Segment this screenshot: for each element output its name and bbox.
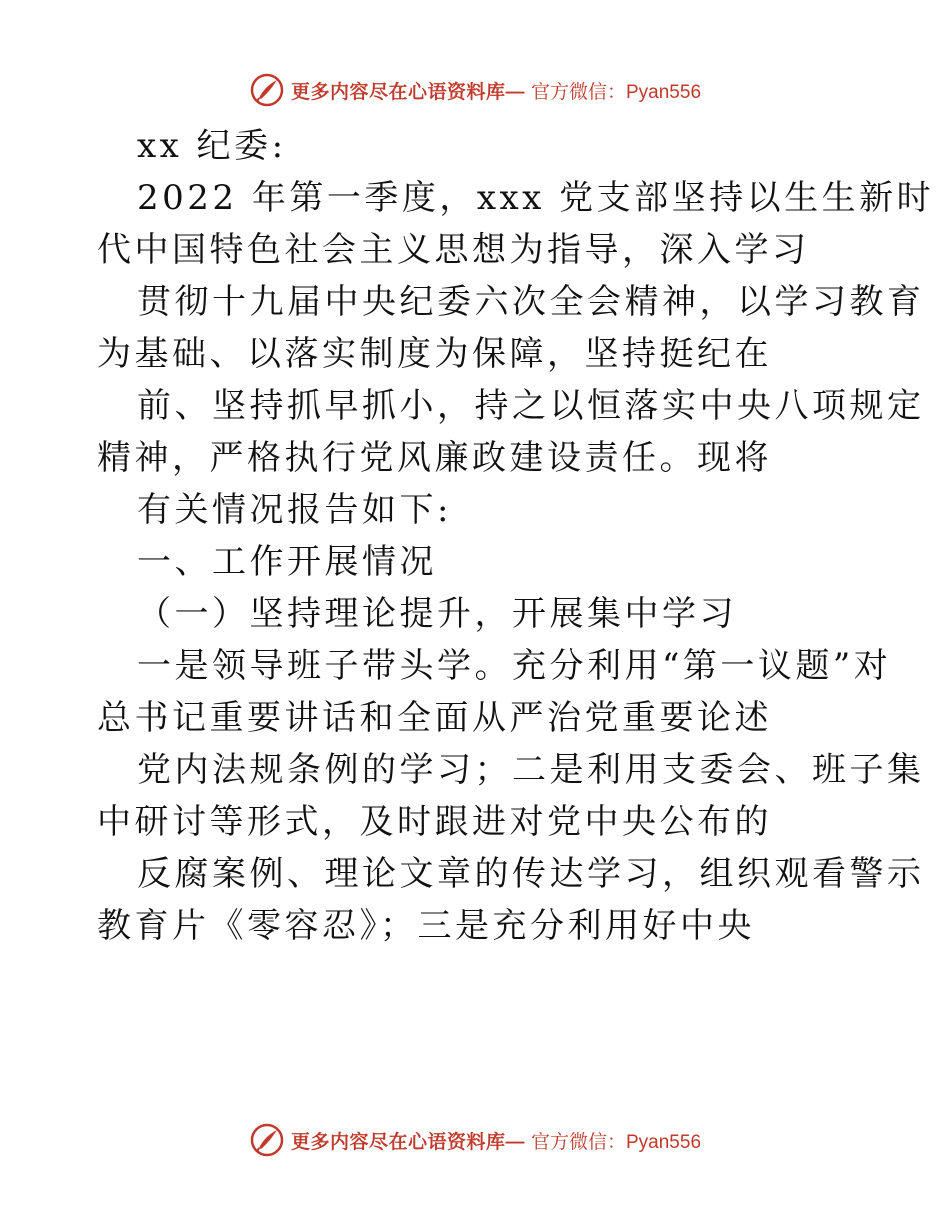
header-banner-text: 更多内容尽在心语资料库—	[290, 81, 525, 103]
header-banner	[0, 70, 950, 110]
text-line: 为基础、以落实制度为保障，坚持挺纪在	[97, 334, 772, 374]
text-line: 教育片《零容忍》；三是充分利用好中央	[97, 906, 755, 946]
text-line: 党内法规条例的学习；二是利用支委会、班子集	[137, 750, 925, 790]
footer-banner	[0, 1120, 950, 1160]
text-line: 代中国特色社会主义思想为指导，深入学习	[97, 230, 810, 270]
quill-logo-icon	[249, 72, 285, 108]
text-line: 有关情况报告如下:	[137, 490, 452, 530]
subsection-heading: （一）坚持理论提升，开展集中学习	[137, 594, 737, 634]
text-line: xx 纪委:	[137, 126, 287, 166]
text-line: 精神，严格执行党风廉政建设责任。现将	[97, 438, 772, 478]
text-line: 反腐案例、理论文章的传达学习，组织观看警示	[137, 854, 925, 894]
text-line: 前、坚持抓早抓小，持之以恒落实中央八项规定	[137, 386, 925, 426]
footer-banner-text: 更多内容尽在心语资料库—	[290, 1131, 525, 1153]
document-body	[97, 120, 935, 952]
text-line: 一是领导班子带头学。充分利用“第一议题”对	[137, 646, 892, 686]
text-line: 2022 年第一季度，xxx 党支部坚持以生生新时	[137, 178, 935, 218]
text-line: 贯彻十九届中央纪委六次全会精神，以学习教育	[137, 282, 925, 322]
text-line: 中研讨等形式，及时跟进对党中央公布的	[97, 802, 772, 842]
footer-banner-wechat: 官方微信：Pyan556	[531, 1131, 702, 1153]
text-line: 总书记重要讲话和全面从严治党重要论述	[97, 698, 772, 738]
header-banner-wechat: 官方微信：Pyan556	[531, 81, 702, 103]
section-heading: 一、工作开展情况	[137, 542, 437, 582]
quill-logo-icon	[249, 1122, 285, 1158]
